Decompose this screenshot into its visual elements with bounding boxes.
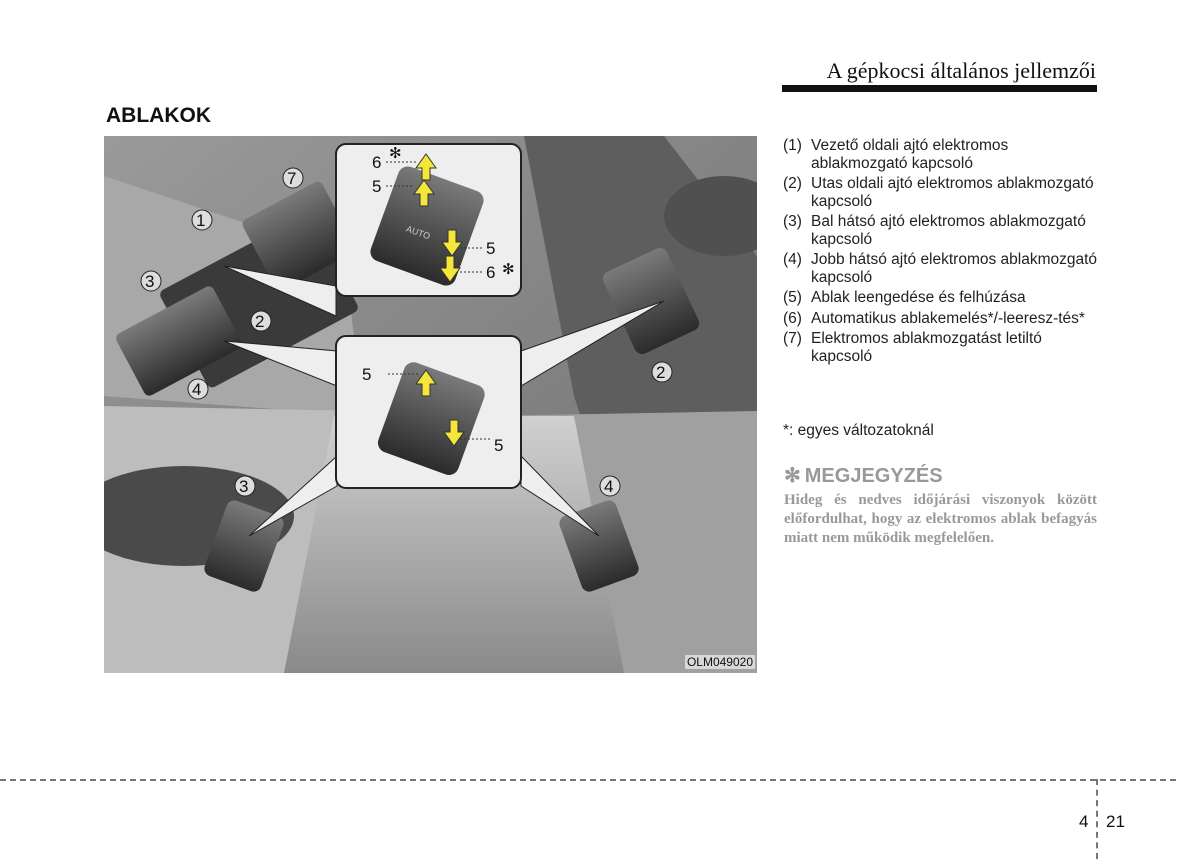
legend-item (783, 330, 1103, 365)
auto-label: AUTO (404, 223, 432, 242)
footnote: *: egyes változatoknál (783, 422, 934, 439)
chapter-number: 4 (1079, 812, 1089, 831)
legend-text: Bal hátsó ajtó elektromos ablakmozgató kapcsoló (811, 213, 1086, 248)
legend-number: (7) (783, 330, 802, 347)
footer-vertical-rule (1096, 779, 1098, 859)
window-switch-illustration (104, 136, 757, 673)
legend-item (783, 251, 1103, 286)
inset-standard-switch (336, 336, 521, 488)
figure-code: OLM049020 (686, 655, 753, 669)
legend-number: (1) (783, 137, 802, 154)
legend-text: Ablak leengedése és felhúzása (811, 289, 1026, 306)
callout-4: 4 (192, 380, 202, 399)
callout-5-down: 5 (494, 436, 504, 455)
legend-number: (3) (783, 213, 802, 230)
callout-2: 2 (255, 312, 265, 331)
legend-text: Utas oldali ajtó elektromos ablakmozgató kapcsoló (811, 175, 1094, 210)
legend-text: Vezető oldali ajtó elektromos ablakmozgató kapcsoló (811, 137, 1009, 172)
legend-number: (4) (783, 251, 802, 268)
callout-5-bottom: 5 (486, 239, 496, 258)
legend-item (783, 310, 1103, 328)
callout-3-bottom: 3 (239, 477, 249, 496)
page-header-title: A gépkocsi általános jellemzői (826, 58, 1096, 83)
inset-auto-switch (336, 144, 521, 296)
legend-text: Automatikus ablakemelés*/-leeresz-tés* (811, 309, 1085, 327)
callout-4-bottom: 4 (604, 477, 614, 496)
asterisk-top: ✻ (389, 145, 402, 162)
callout-1: 1 (196, 211, 206, 230)
callout-6-top: 6 (372, 153, 382, 172)
callout-6-bottom: 6 (486, 263, 496, 282)
note-title-text: MEGJEGYZÉS (804, 465, 943, 487)
legend-item (783, 137, 1103, 172)
legend-text: Jobb hátsó ajtó elektromos ablakmozgató kapcsoló (811, 251, 1098, 286)
legend-item (783, 175, 1103, 210)
section-title: ABLAKOK (106, 104, 211, 127)
legend-list (783, 137, 1103, 368)
legend-number: (2) (783, 175, 802, 192)
callout-7: 7 (287, 169, 297, 188)
note-heading (784, 463, 943, 488)
legend-number: (5) (783, 289, 802, 306)
legend-text: Elektromos ablakmozgatást letiltó kapcsoló (811, 330, 1042, 365)
callout-5-top: 5 (372, 177, 382, 196)
note-star-icon: ✻ (784, 465, 801, 487)
callout-5-up: 5 (362, 365, 372, 384)
legend-item (783, 213, 1103, 248)
illustration-svg (104, 136, 757, 673)
note-text: Hideg és nedves időjárási viszonyok között előfordulhat, hogy az elektromos ablak befagyás miatt nem működik megfelelően. (784, 492, 1097, 546)
legend-number: (6) (783, 309, 802, 327)
legend-item (783, 289, 1103, 307)
asterisk-bottom: ✻ (502, 261, 515, 278)
callout-3: 3 (145, 272, 155, 291)
page-number: 21 (1106, 812, 1125, 831)
callout-2-right: 2 (656, 363, 666, 382)
header-rule (782, 85, 1097, 92)
footer-dashed-rule (0, 779, 1176, 781)
